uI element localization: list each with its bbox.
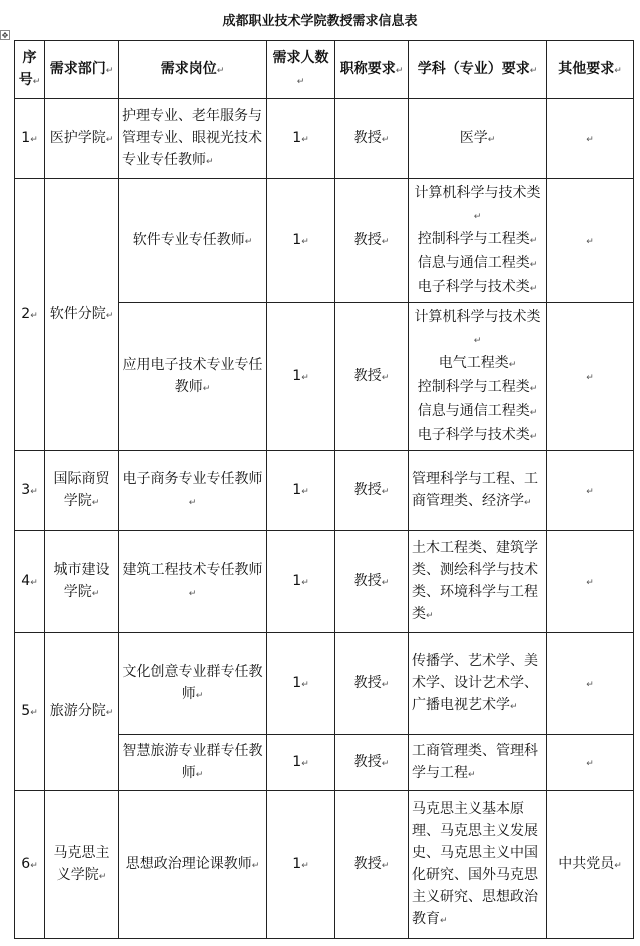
cell-subject: 土木工程类、建筑学类、测绘科学与技术类、环境科学与工程类 ↵ — [409, 531, 547, 633]
cell-count: 1 ↵ — [267, 735, 335, 791]
cell-dept: 城市建设学院 ↵ — [45, 531, 119, 633]
cell-count: 1 ↵ — [267, 633, 335, 735]
cell-subject: 传播学、艺术学、美术学、设计艺术学、广播电视艺术学 ↵ — [409, 633, 547, 735]
cell-title: 教授 ↵ — [335, 303, 409, 451]
cell-dept: 国际商贸学院 ↵ — [45, 451, 119, 531]
header-title: 职称要求 ↵ — [335, 41, 409, 99]
cell-no: 3 ↵ — [15, 451, 45, 531]
cell-title: 教授 ↵ — [335, 633, 409, 735]
page-title: 成都职业技术学院教授需求信息表 — [222, 14, 418, 29]
cell-post: 应用电子技术专业专任教师 ↵ — [119, 303, 267, 451]
subject-line: 信息与通信工程类 ↵ — [412, 252, 543, 276]
cell-dept: 马克思主义学院 ↵ — [45, 791, 119, 939]
cell-other — [547, 179, 634, 303]
table-row — [15, 179, 634, 303]
cell-other — [547, 735, 634, 791]
cell-dept: 医护学院 ↵ — [45, 99, 119, 179]
cell-subject — [409, 303, 547, 451]
cell-title: 教授 ↵ — [335, 99, 409, 179]
table-row — [15, 531, 634, 633]
header-subject: 学科（专业）要求 ↵ — [409, 41, 547, 99]
cell-no: 2 ↵ — [15, 179, 45, 451]
cell-title: 教授 ↵ — [335, 791, 409, 939]
cell-count: 1 ↵ — [267, 179, 335, 303]
cell-post: 护理专业、老年服务与管理专业、眼视光技术专业专任教师 ↵ — [119, 99, 267, 179]
subject-line: 计算机科学与技术类 ↵ — [412, 306, 543, 352]
cell-dept: 旅游分院 ↵ — [45, 633, 119, 791]
cell-subject: 管理科学与工程、工商管理类、经济学 ↵ — [409, 451, 547, 531]
header-post: 需求岗位 ↵ — [119, 41, 267, 99]
cell-count: 1 ↵ — [267, 531, 335, 633]
cell-post: 文化创意专业群专任教师 ↵ — [119, 633, 267, 735]
cell-count: 1 ↵ — [267, 791, 335, 939]
cell-count: 1 ↵ — [267, 451, 335, 531]
cell-subject — [409, 179, 547, 303]
cell-other — [547, 99, 634, 179]
cell-subject: 工商管理类、管理科学与工程 ↵ — [409, 735, 547, 791]
cell-title: 教授 ↵ — [335, 179, 409, 303]
move-anchor-icon[interactable]: ✥ — [1, 31, 9, 40]
cell-count: 1 ↵ — [267, 303, 335, 451]
header-count: 需求人数 ↵ — [267, 41, 335, 99]
table-row — [15, 791, 634, 939]
subject-line: 控制科学与工程类 ↵ — [412, 376, 543, 400]
cell-subject: 马克思主义基本原理、马克思主义发展史、马克思主义中国化研究、国外马克思主义研究、思想政治教育 ↵ — [409, 791, 547, 939]
cell-other — [547, 633, 634, 735]
cell-other — [547, 531, 634, 633]
cell-post: 思想政治理论课教师 ↵ — [119, 791, 267, 939]
cell-no: 4 ↵ — [15, 531, 45, 633]
cell-count: 1 ↵ — [267, 99, 335, 179]
requirements-table — [14, 40, 634, 939]
table-row — [15, 99, 634, 179]
cell-post: 智慧旅游专业群专任教师 ↵ — [119, 735, 267, 791]
header-dept: 需求部门 ↵ — [45, 41, 119, 99]
cell-no: 6 ↵ — [15, 791, 45, 939]
subject-line: 电气工程类 ↵ — [412, 352, 543, 376]
subject-line: 信息与通信工程类 ↵ — [412, 400, 543, 424]
cell-other — [547, 303, 634, 451]
cell-post: 电子商务专业专任教师 ↵ — [119, 451, 267, 531]
cell-post: 建筑工程技术专任教师 ↵ — [119, 531, 267, 633]
table-row — [15, 633, 634, 735]
subject-line: 电子科学与技术类 ↵ — [412, 276, 543, 300]
cell-no: 5 ↵ — [15, 633, 45, 791]
cell-subject: 医学 ↵ — [409, 99, 547, 179]
cell-title: 教授 ↵ — [335, 451, 409, 531]
cell-other — [547, 451, 634, 531]
table-row — [15, 451, 634, 531]
cell-post: 软件专业专任教师 ↵ — [119, 179, 267, 303]
header-no: 序号 ↵ — [15, 41, 45, 99]
cell-other: 中共党员 ↵ — [547, 791, 634, 939]
subject-line: 电子科学与技术类 ↵ — [412, 424, 543, 448]
cell-title: 教授 ↵ — [335, 531, 409, 633]
cell-title: 教授 ↵ — [335, 735, 409, 791]
header-row — [15, 41, 634, 99]
subject-line: 控制科学与工程类 ↵ — [412, 228, 543, 252]
subject-line: 计算机科学与技术类 ↵ — [412, 182, 543, 228]
cell-no: 1 ↵ — [15, 99, 45, 179]
cell-dept: 软件分院 ↵ — [45, 179, 119, 451]
header-other: 其他要求 ↵ — [547, 41, 634, 99]
